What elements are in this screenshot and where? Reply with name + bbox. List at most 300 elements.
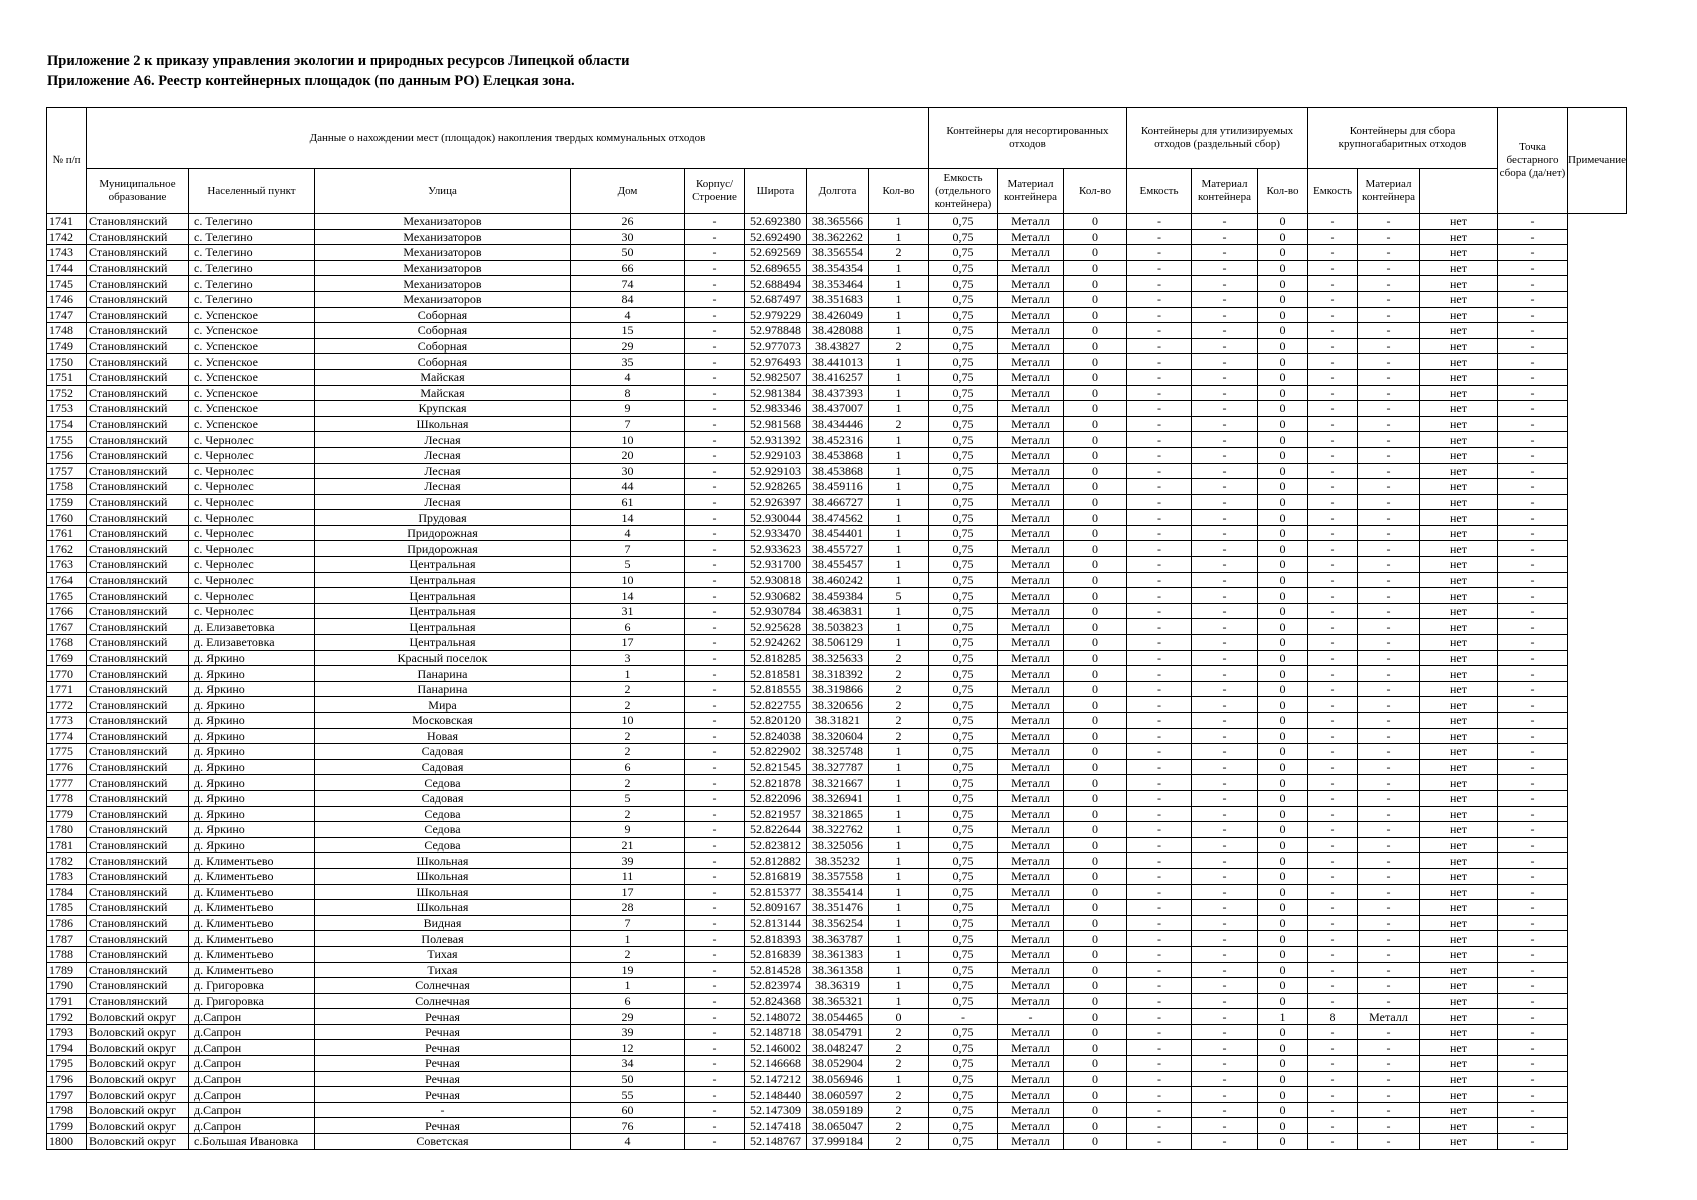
cell-unsorted-capacity: 0,75	[929, 323, 998, 339]
header-recyclable-count: Кол-во	[1064, 169, 1127, 214]
cell-num: 1771	[47, 681, 87, 697]
cell-street: Механизаторов	[315, 214, 571, 230]
cell-lon: 37.999184	[807, 1134, 869, 1150]
cell-lon: 38.363787	[807, 931, 869, 947]
cell-building: -	[685, 276, 745, 292]
cell-recyclable-capacity: -	[1127, 900, 1192, 916]
table-row	[47, 931, 1627, 947]
cell-house: 8	[571, 385, 685, 401]
cell-bulky-capacity: -	[1308, 713, 1358, 729]
cell-settlement: д.Сапрон	[189, 1056, 315, 1072]
cell-num: 1776	[47, 759, 87, 775]
cell-note: -	[1498, 681, 1568, 697]
header-bulky-group: Контейнеры для сбора крупногабаритных отходов	[1308, 108, 1498, 169]
cell-lat: 52.818581	[745, 666, 807, 682]
cell-unsorted-capacity: 0,75	[929, 416, 998, 432]
cell-building: -	[685, 666, 745, 682]
cell-recyclable-count: 0	[1064, 868, 1127, 884]
cell-bulky-count: 0	[1258, 479, 1308, 495]
cell-recyclable-capacity: -	[1127, 790, 1192, 806]
cell-unsorted-count: 1	[869, 307, 929, 323]
cell-recyclable-capacity: -	[1127, 697, 1192, 713]
cell-unsorted-count: 1	[869, 557, 929, 573]
cell-num: 1778	[47, 790, 87, 806]
cell-bulky-count: 0	[1258, 1071, 1308, 1087]
cell-bulky-capacity: -	[1308, 915, 1358, 931]
cell-recyclable-capacity: -	[1127, 915, 1192, 931]
cell-unsorted-count: 1	[869, 806, 929, 822]
cell-unsorted-count: 1	[869, 447, 929, 463]
cell-num: 1758	[47, 479, 87, 495]
cell-lon: 38.361383	[807, 946, 869, 962]
cell-unsorted-material: Металл	[998, 557, 1064, 573]
cell-house: 6	[571, 759, 685, 775]
cell-recyclable-material: -	[1192, 291, 1258, 307]
cell-recyclable-material: -	[1192, 900, 1258, 916]
cell-unsorted-material: Металл	[998, 1118, 1064, 1134]
cell-note: -	[1498, 619, 1568, 635]
cell-num: 1751	[47, 369, 87, 385]
cell-bulky-material: -	[1358, 1040, 1420, 1056]
cell-bulky-capacity: -	[1308, 962, 1358, 978]
cell-municipality: Становлянский	[87, 962, 189, 978]
cell-settlement: д. Климентьево	[189, 915, 315, 931]
cell-unsorted-material: Металл	[998, 853, 1064, 869]
cell-recyclable-capacity: -	[1127, 978, 1192, 994]
cell-unsorted-capacity: 0,75	[929, 214, 998, 230]
cell-containerless: нет	[1420, 650, 1498, 666]
cell-unsorted-material: Металл	[998, 1087, 1064, 1103]
cell-lon: 38.060597	[807, 1087, 869, 1103]
cell-unsorted-count: 1	[869, 837, 929, 853]
cell-settlement: д. Яркино	[189, 666, 315, 682]
header-unsorted-capacity: Емкость (отдельного контейнера)	[929, 169, 998, 214]
header-unsorted-material: Материал контейнера	[998, 169, 1064, 214]
header-lat: Широта	[745, 169, 807, 214]
cell-house: 2	[571, 728, 685, 744]
cell-municipality: Становлянский	[87, 993, 189, 1009]
cell-bulky-capacity: -	[1308, 681, 1358, 697]
cell-unsorted-material: Металл	[998, 276, 1064, 292]
cell-lat: 52.929103	[745, 447, 807, 463]
cell-bulky-count: 0	[1258, 494, 1308, 510]
cell-recyclable-count: 0	[1064, 806, 1127, 822]
cell-recyclable-count: 0	[1064, 713, 1127, 729]
cell-recyclable-count: 0	[1064, 354, 1127, 370]
cell-street: Механизаторов	[315, 229, 571, 245]
cell-street: Лесная	[315, 479, 571, 495]
cell-note: -	[1498, 338, 1568, 354]
cell-settlement: д.Сапрон	[189, 1009, 315, 1025]
cell-unsorted-capacity: 0,75	[929, 744, 998, 760]
cell-street: Механизаторов	[315, 291, 571, 307]
cell-building: -	[685, 510, 745, 526]
cell-bulky-capacity: -	[1308, 432, 1358, 448]
cell-recyclable-material: -	[1192, 354, 1258, 370]
cell-building: -	[685, 369, 745, 385]
cell-recyclable-capacity: -	[1127, 946, 1192, 962]
cell-note: -	[1498, 978, 1568, 994]
cell-settlement: д. Григоровка	[189, 978, 315, 994]
cell-num: 1741	[47, 214, 87, 230]
cell-containerless: нет	[1420, 635, 1498, 651]
cell-bulky-material: -	[1358, 541, 1420, 557]
cell-note: -	[1498, 697, 1568, 713]
cell-lon: 38.452316	[807, 432, 869, 448]
cell-unsorted-count: 1	[869, 868, 929, 884]
cell-unsorted-capacity: 0,75	[929, 463, 998, 479]
cell-municipality: Становлянский	[87, 323, 189, 339]
cell-recyclable-count: 0	[1064, 884, 1127, 900]
cell-house: 9	[571, 822, 685, 838]
cell-settlement: с. Чернолес	[189, 510, 315, 526]
cell-recyclable-count: 0	[1064, 557, 1127, 573]
cell-num: 1791	[47, 993, 87, 1009]
cell-municipality: Воловский округ	[87, 1056, 189, 1072]
cell-bulky-count: 0	[1258, 681, 1308, 697]
cell-municipality: Становлянский	[87, 931, 189, 947]
cell-recyclable-count: 0	[1064, 229, 1127, 245]
cell-recyclable-material: -	[1192, 759, 1258, 775]
cell-unsorted-count: 1	[869, 494, 929, 510]
cell-recyclable-material: -	[1192, 1009, 1258, 1025]
cell-municipality: Становлянский	[87, 650, 189, 666]
cell-building: -	[685, 931, 745, 947]
cell-bulky-capacity: -	[1308, 1087, 1358, 1103]
cell-unsorted-count: 2	[869, 1040, 929, 1056]
cell-settlement: д. Яркино	[189, 775, 315, 791]
table-row	[47, 1134, 1627, 1150]
cell-recyclable-material: -	[1192, 868, 1258, 884]
cell-bulky-capacity: -	[1308, 525, 1358, 541]
cell-note: -	[1498, 728, 1568, 744]
cell-bulky-count: 0	[1258, 915, 1308, 931]
cell-lon: 38.320656	[807, 697, 869, 713]
cell-house: 7	[571, 915, 685, 931]
cell-unsorted-material: Металл	[998, 1102, 1064, 1118]
cell-bulky-material: -	[1358, 697, 1420, 713]
cell-bulky-material: -	[1358, 323, 1420, 339]
cell-recyclable-capacity: -	[1127, 260, 1192, 276]
cell-unsorted-capacity: 0,75	[929, 822, 998, 838]
cell-bulky-material: -	[1358, 338, 1420, 354]
cell-lat: 52.981384	[745, 385, 807, 401]
cell-containerless: нет	[1420, 541, 1498, 557]
cell-recyclable-count: 0	[1064, 697, 1127, 713]
cell-recyclable-count: 0	[1064, 619, 1127, 635]
cell-num: 1788	[47, 946, 87, 962]
cell-recyclable-material: -	[1192, 479, 1258, 495]
cell-recyclable-material: -	[1192, 1024, 1258, 1040]
cell-num: 1780	[47, 822, 87, 838]
cell-num: 1768	[47, 635, 87, 651]
cell-bulky-count: 0	[1258, 1024, 1308, 1040]
cell-recyclable-count: 0	[1064, 900, 1127, 916]
cell-settlement: д.Сапрон	[189, 1024, 315, 1040]
cell-unsorted-material: Металл	[998, 931, 1064, 947]
cell-unsorted-material: Металл	[998, 229, 1064, 245]
cell-recyclable-capacity: -	[1127, 572, 1192, 588]
cell-building: -	[685, 588, 745, 604]
cell-lat: 52.824368	[745, 993, 807, 1009]
table-row	[47, 978, 1627, 994]
cell-settlement: с. Чернолес	[189, 494, 315, 510]
cell-settlement: д.Сапрон	[189, 1040, 315, 1056]
table-row	[47, 245, 1627, 261]
cell-street: Садовая	[315, 759, 571, 775]
cell-bulky-count: 0	[1258, 728, 1308, 744]
table-header	[47, 108, 1627, 214]
cell-note: -	[1498, 837, 1568, 853]
cell-municipality: Становлянский	[87, 494, 189, 510]
cell-lon: 38.428088	[807, 323, 869, 339]
cell-lon: 38.321865	[807, 806, 869, 822]
cell-recyclable-material: -	[1192, 369, 1258, 385]
cell-recyclable-material: -	[1192, 229, 1258, 245]
cell-building: -	[685, 385, 745, 401]
cell-bulky-material: -	[1358, 1056, 1420, 1072]
cell-municipality: Становлянский	[87, 759, 189, 775]
cell-lat: 52.147418	[745, 1118, 807, 1134]
cell-street: Солнечная	[315, 993, 571, 1009]
cell-municipality: Становлянский	[87, 806, 189, 822]
cell-num: 1749	[47, 338, 87, 354]
cell-num: 1782	[47, 853, 87, 869]
cell-bulky-material: -	[1358, 307, 1420, 323]
cell-unsorted-count: 1	[869, 900, 929, 916]
cell-unsorted-count: 1	[869, 993, 929, 1009]
cell-bulky-count: 0	[1258, 978, 1308, 994]
cell-lat: 52.930044	[745, 510, 807, 526]
cell-street: Центральная	[315, 572, 571, 588]
cell-note: -	[1498, 541, 1568, 557]
cell-building: -	[685, 338, 745, 354]
cell-num: 1762	[47, 541, 87, 557]
cell-building: -	[685, 790, 745, 806]
cell-house: 21	[571, 837, 685, 853]
cell-unsorted-capacity: 0,75	[929, 713, 998, 729]
cell-building: -	[685, 619, 745, 635]
cell-unsorted-capacity: 0,75	[929, 510, 998, 526]
cell-building: -	[685, 978, 745, 994]
cell-unsorted-material: Металл	[998, 541, 1064, 557]
cell-recyclable-count: 0	[1064, 1087, 1127, 1103]
header-settlement: Населенный пункт	[189, 169, 315, 214]
cell-building: -	[685, 525, 745, 541]
cell-settlement: с. Чернолес	[189, 588, 315, 604]
cell-street: Мира	[315, 697, 571, 713]
table-row	[47, 837, 1627, 853]
document-title	[47, 51, 629, 91]
cell-bulky-count: 0	[1258, 744, 1308, 760]
cell-building: -	[685, 853, 745, 869]
cell-num: 1742	[47, 229, 87, 245]
cell-lat: 52.814528	[745, 962, 807, 978]
cell-street: Придорожная	[315, 525, 571, 541]
cell-unsorted-capacity: -	[929, 1009, 998, 1025]
cell-bulky-capacity: -	[1308, 993, 1358, 1009]
cell-containerless: нет	[1420, 837, 1498, 853]
cell-unsorted-count: 2	[869, 713, 929, 729]
cell-lat: 52.689655	[745, 260, 807, 276]
cell-bulky-capacity: -	[1308, 588, 1358, 604]
cell-recyclable-material: -	[1192, 385, 1258, 401]
table-row	[47, 510, 1627, 526]
cell-unsorted-material: Металл	[998, 713, 1064, 729]
cell-lat: 52.976493	[745, 354, 807, 370]
cell-street: Седова	[315, 806, 571, 822]
cell-bulky-material: -	[1358, 447, 1420, 463]
cell-lat: 52.978848	[745, 323, 807, 339]
cell-lon: 38.056946	[807, 1071, 869, 1087]
cell-bulky-count: 0	[1258, 635, 1308, 651]
cell-building: -	[685, 1009, 745, 1025]
table-row	[47, 1087, 1627, 1103]
cell-unsorted-count: 2	[869, 728, 929, 744]
cell-unsorted-capacity: 0,75	[929, 837, 998, 853]
cell-unsorted-material: Металл	[998, 510, 1064, 526]
cell-building: -	[685, 884, 745, 900]
cell-recyclable-count: 0	[1064, 572, 1127, 588]
cell-bulky-count: 0	[1258, 307, 1308, 323]
cell-containerless: нет	[1420, 1118, 1498, 1134]
cell-recyclable-material: -	[1192, 260, 1258, 276]
cell-settlement: с. Успенское	[189, 385, 315, 401]
cell-bulky-capacity: -	[1308, 479, 1358, 495]
cell-note: -	[1498, 853, 1568, 869]
cell-note: -	[1498, 635, 1568, 651]
cell-unsorted-count: 1	[869, 291, 929, 307]
cell-containerless: нет	[1420, 666, 1498, 682]
cell-unsorted-count: 1	[869, 214, 929, 230]
cell-recyclable-capacity: -	[1127, 1071, 1192, 1087]
cell-settlement: д. Яркино	[189, 744, 315, 760]
cell-recyclable-capacity: -	[1127, 416, 1192, 432]
table-row	[47, 868, 1627, 884]
cell-recyclable-count: 0	[1064, 744, 1127, 760]
table-row	[47, 1056, 1627, 1072]
cell-lon: 38.353464	[807, 276, 869, 292]
table-row	[47, 588, 1627, 604]
cell-street: Механизаторов	[315, 245, 571, 261]
cell-unsorted-count: 2	[869, 666, 929, 682]
cell-unsorted-material: Металл	[998, 1056, 1064, 1072]
cell-street: Центральная	[315, 635, 571, 651]
cell-unsorted-material: Металл	[998, 837, 1064, 853]
cell-recyclable-capacity: -	[1127, 681, 1192, 697]
cell-lat: 52.146668	[745, 1056, 807, 1072]
cell-settlement: с. Чернолес	[189, 447, 315, 463]
cell-lat: 52.823812	[745, 837, 807, 853]
cell-unsorted-capacity: 0,75	[929, 946, 998, 962]
cell-lon: 38.357558	[807, 868, 869, 884]
cell-unsorted-material: Металл	[998, 323, 1064, 339]
cell-bulky-material: -	[1358, 369, 1420, 385]
cell-recyclable-count: 0	[1064, 666, 1127, 682]
cell-recyclable-material: -	[1192, 946, 1258, 962]
cell-house: 74	[571, 276, 685, 292]
cell-recyclable-capacity: -	[1127, 1102, 1192, 1118]
cell-num: 1777	[47, 775, 87, 791]
cell-lon: 38.466727	[807, 494, 869, 510]
cell-note: -	[1498, 1071, 1568, 1087]
cell-recyclable-material: -	[1192, 1056, 1258, 1072]
cell-house: 20	[571, 447, 685, 463]
cell-recyclable-material: -	[1192, 416, 1258, 432]
cell-containerless: нет	[1420, 588, 1498, 604]
cell-unsorted-capacity: 0,75	[929, 291, 998, 307]
cell-bulky-capacity: -	[1308, 1071, 1358, 1087]
cell-containerless: нет	[1420, 822, 1498, 838]
cell-num: 1787	[47, 931, 87, 947]
cell-note: -	[1498, 1134, 1568, 1150]
cell-recyclable-count: 0	[1064, 790, 1127, 806]
cell-containerless: нет	[1420, 713, 1498, 729]
cell-bulky-material: -	[1358, 525, 1420, 541]
cell-street: Красный поселок	[315, 650, 571, 666]
cell-bulky-capacity: -	[1308, 635, 1358, 651]
cell-municipality: Становлянский	[87, 744, 189, 760]
cell-unsorted-count: 1	[869, 525, 929, 541]
cell-unsorted-material: Металл	[998, 447, 1064, 463]
cell-lat: 52.977073	[745, 338, 807, 354]
cell-lon: 38.319866	[807, 681, 869, 697]
cell-settlement: д. Климентьево	[189, 962, 315, 978]
cell-bulky-material: -	[1358, 837, 1420, 853]
cell-unsorted-material: Металл	[998, 525, 1064, 541]
cell-recyclable-capacity: -	[1127, 1024, 1192, 1040]
cell-municipality: Становлянский	[87, 728, 189, 744]
cell-unsorted-count: 2	[869, 338, 929, 354]
cell-recyclable-capacity: -	[1127, 744, 1192, 760]
cell-containerless: нет	[1420, 354, 1498, 370]
cell-house: 10	[571, 432, 685, 448]
cell-bulky-count: 0	[1258, 291, 1308, 307]
cell-note: -	[1498, 369, 1568, 385]
cell-lon: 38.365321	[807, 993, 869, 1009]
cell-recyclable-capacity: -	[1127, 463, 1192, 479]
table-row	[47, 369, 1627, 385]
cell-lat: 52.148718	[745, 1024, 807, 1040]
cell-unsorted-material: Металл	[998, 900, 1064, 916]
cell-recyclable-material: -	[1192, 790, 1258, 806]
cell-note: -	[1498, 790, 1568, 806]
cell-note: -	[1498, 354, 1568, 370]
cell-bulky-capacity: -	[1308, 978, 1358, 994]
cell-containerless: нет	[1420, 853, 1498, 869]
table-row	[47, 260, 1627, 276]
cell-street: Советская	[315, 1134, 571, 1150]
cell-recyclable-count: 0	[1064, 931, 1127, 947]
cell-unsorted-capacity: 0,75	[929, 369, 998, 385]
cell-recyclable-material: -	[1192, 993, 1258, 1009]
cell-lon: 38.356254	[807, 915, 869, 931]
cell-bulky-material: -	[1358, 744, 1420, 760]
cell-house: 34	[571, 1056, 685, 1072]
cell-lat: 52.983346	[745, 401, 807, 417]
cell-recyclable-capacity: -	[1127, 354, 1192, 370]
cell-lat: 52.981568	[745, 416, 807, 432]
cell-recyclable-count: 0	[1064, 728, 1127, 744]
cell-lat: 52.822755	[745, 697, 807, 713]
cell-note: -	[1498, 1087, 1568, 1103]
cell-settlement: с. Чернолес	[189, 603, 315, 619]
cell-bulky-count: 0	[1258, 541, 1308, 557]
cell-municipality: Становлянский	[87, 354, 189, 370]
cell-building: -	[685, 900, 745, 916]
cell-settlement: с. Чернолес	[189, 463, 315, 479]
cell-containerless: нет	[1420, 245, 1498, 261]
